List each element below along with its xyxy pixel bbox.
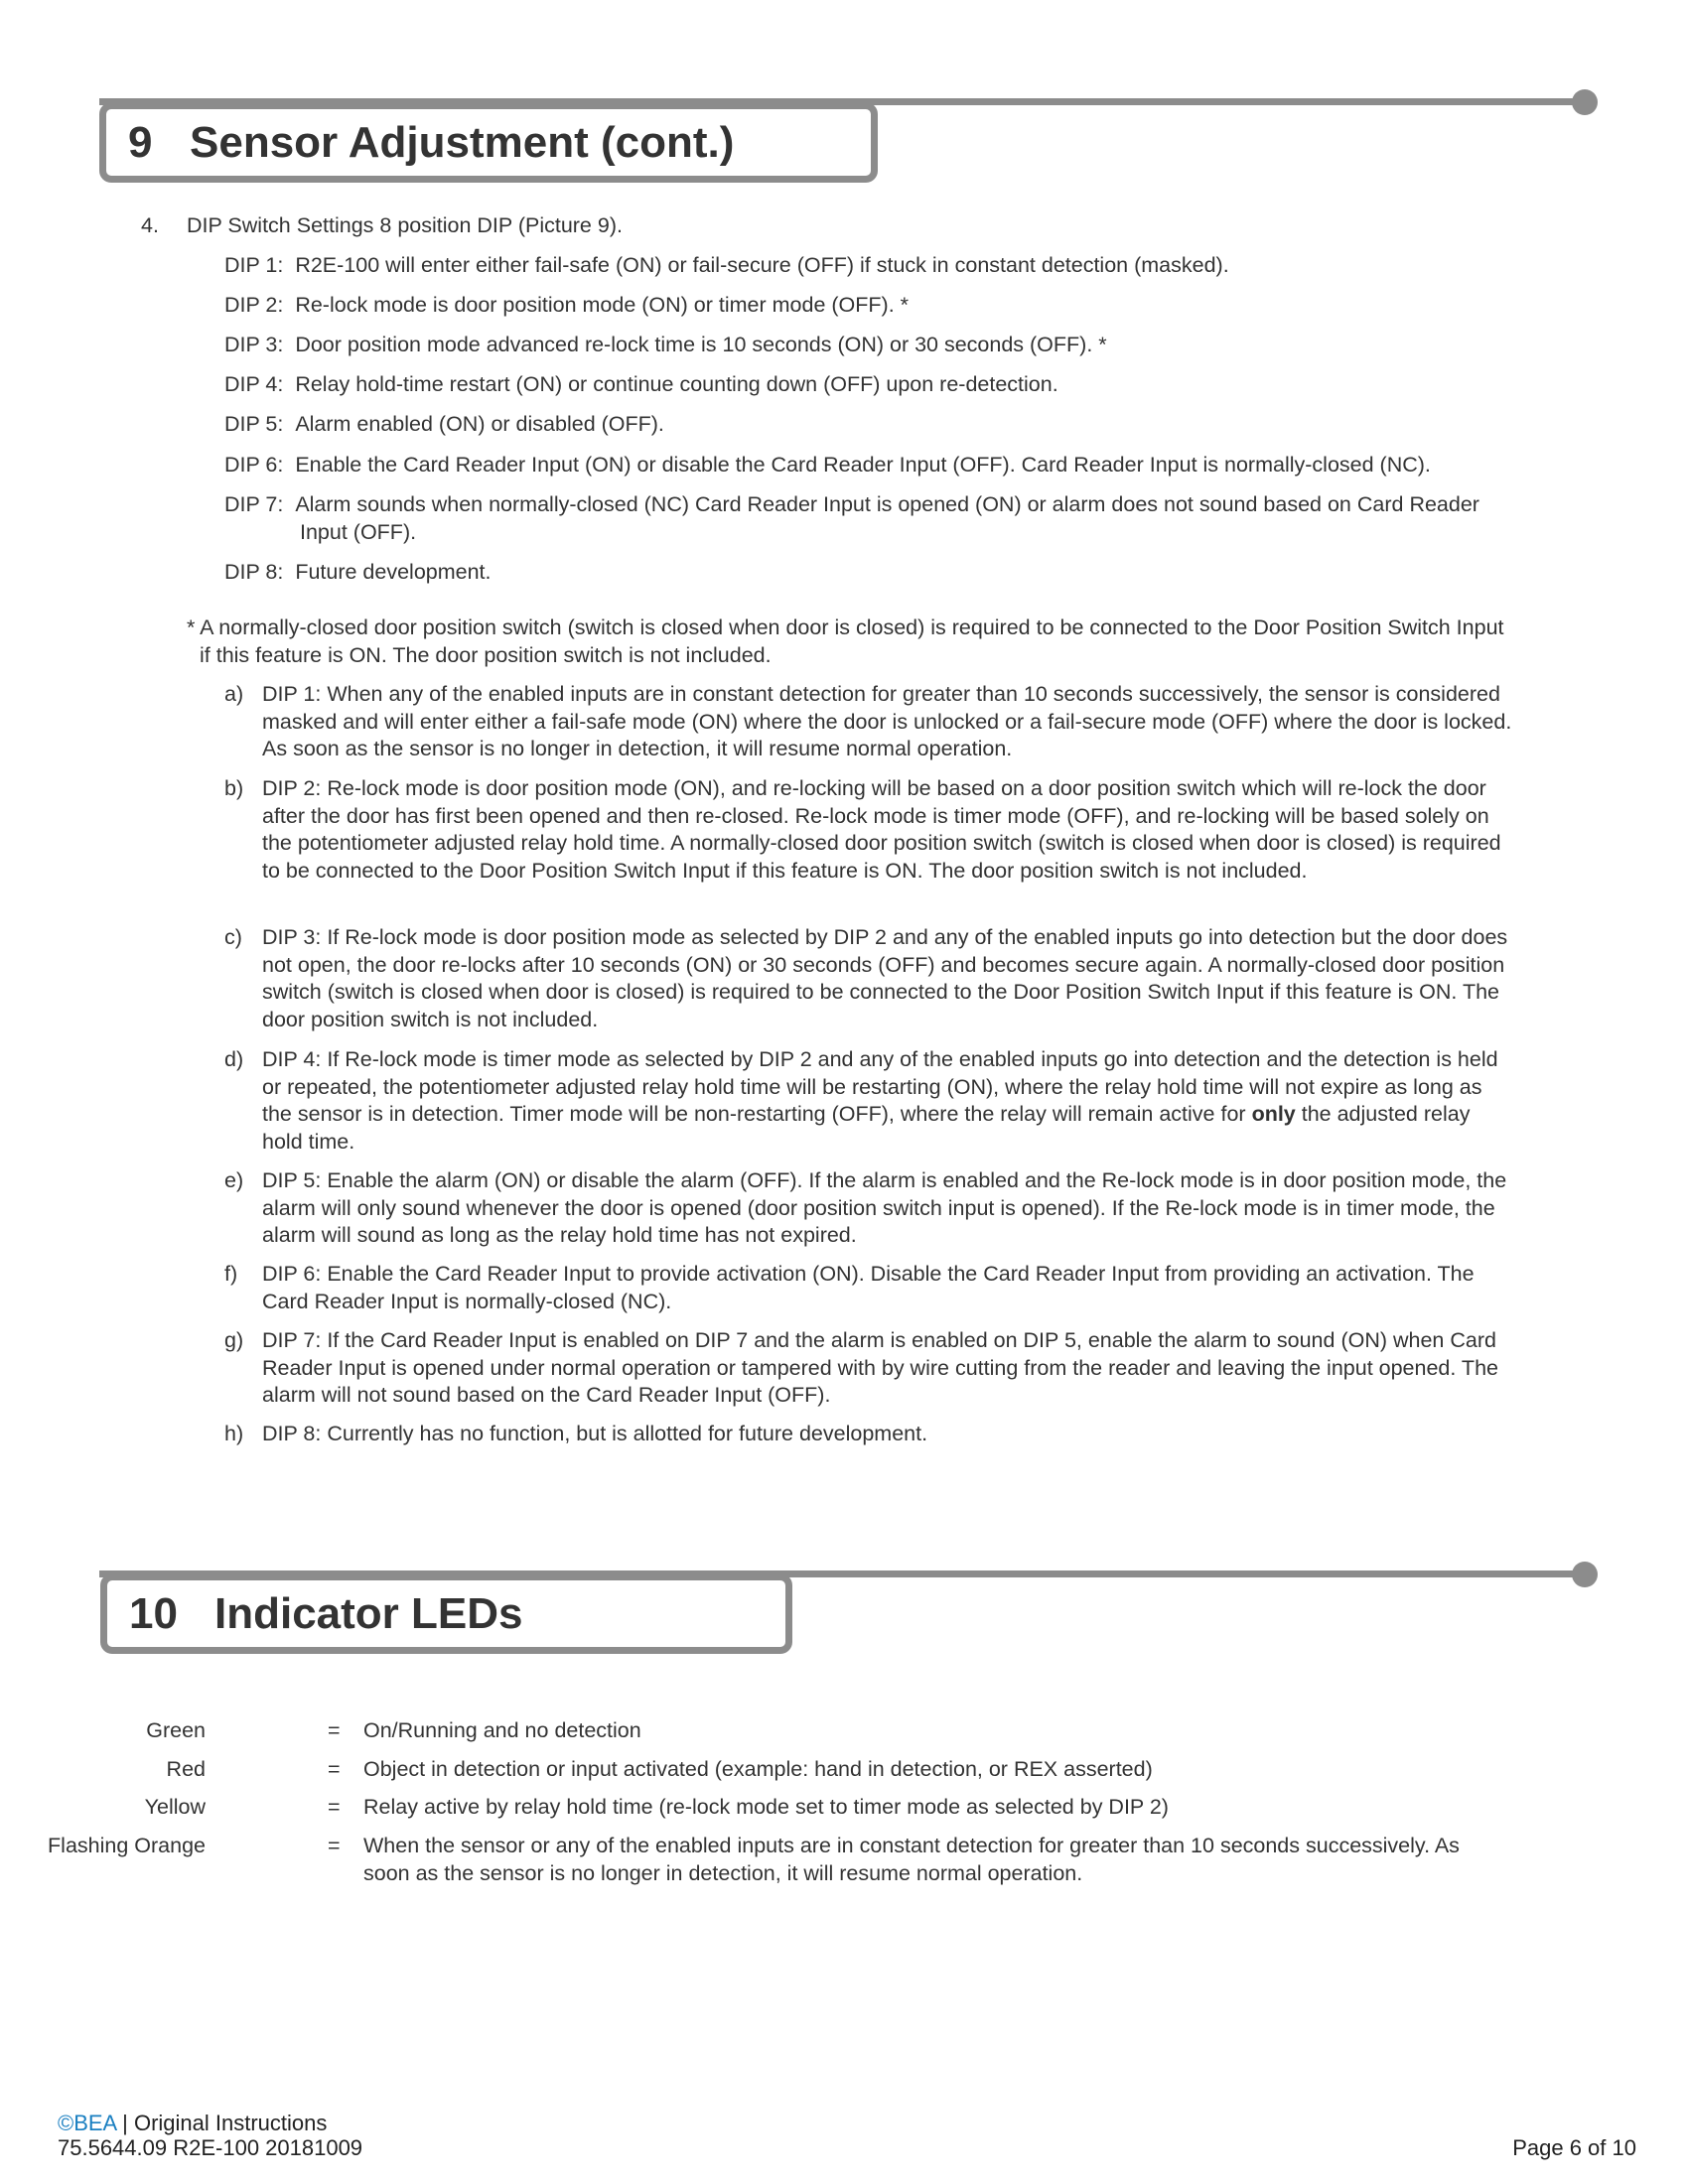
led-color: Green [146, 1718, 206, 1742]
dip-label: DIP 2: [224, 293, 284, 317]
footer-instructions: | Original Instructions [116, 2111, 328, 2135]
page-number: Page 6 of 10 [1512, 2135, 1636, 2160]
detail-label: b) [224, 776, 244, 800]
dip-text: Door position mode advanced re-lock time is 10 seconds (ON) or 30 seconds (OFF). * [295, 333, 1107, 356]
led-description: Relay active by relay hold time (re-lock mode set to timer mode as selected by DIP 2) [363, 1795, 1169, 1819]
section-title: Indicator LEDs [214, 1589, 523, 1638]
detail-label: h) [224, 1422, 244, 1445]
led-description: When the sensor or any of the enabled inputs are in constant detection for greater than 10 seconds successively. As soon as the sensor is no longer in detection, it will resume normal operation. [363, 1834, 1460, 1885]
dip-label: DIP 1: [224, 253, 284, 277]
intro-text: DIP Switch Settings 8 position DIP (Picture 9). [187, 213, 623, 237]
equals-sign: = [328, 1757, 341, 1781]
dip-label: DIP 6: [224, 453, 284, 477]
section-title: Sensor Adjustment (cont.) [190, 118, 735, 167]
list-number: 4. [141, 213, 159, 237]
detail-label: f) [224, 1262, 238, 1286]
footer-brand-line [58, 2111, 362, 2135]
detail-text-part: the adjusted relay hold time. [262, 1102, 1471, 1155]
detail-text: DIP 6: Enable the Card Reader Input to provide activation (ON). Disable the Card Reader Input from providing an activation. The Card Reader Input is normally-closed (NC). [262, 1262, 1475, 1313]
led-color: Flashing Orange [48, 1834, 206, 1857]
detail-text: DIP 1: When any of the enabled inputs are in constant detection for greater than 10 seconds successively, the sensor is considered masked and will enter either a fail-safe mode (ON) where the door is unlocked or a fail-secure mode (OFF) where the door is locked. As soon as the sensor is no longer in detection, it will resume normal operation. [262, 682, 1512, 761]
detail-text: DIP 7: If the Card Reader Input is enabled on DIP 7 and the alarm is enabled on DIP 5, enable the alarm to sound (ON) when Card Reader Input is opened under normal operation or tampered with by wire cutting from the reader and leaving the input opened. The alarm will not sound based on the Card Reader Input (OFF). [262, 1328, 1498, 1408]
dip-label: DIP 3: [224, 333, 284, 356]
dip-text: Future development. [295, 560, 492, 584]
dip-text: Re-lock mode is door position mode (ON) or timer mode (OFF). * [295, 293, 910, 317]
led-color: Red [166, 1757, 206, 1781]
section-number: 10 [129, 1589, 178, 1638]
brand-name: ©BEA [58, 2111, 117, 2135]
dip-label: DIP 8: [224, 560, 284, 584]
dip-text: Enable the Card Reader Input (ON) or disable the Card Reader Input (OFF). Card Reader Input is normally-closed (NC). [295, 453, 1431, 477]
dip-text: Alarm sounds when normally-closed (NC) Card Reader Input is opened (ON) or alarm does not sound based on Card Reader Input (OFF). [295, 492, 1479, 544]
led-description: On/Running and no detection [363, 1718, 641, 1742]
led-color: Yellow [144, 1795, 206, 1819]
dip-label: DIP 7: [224, 492, 284, 516]
detail-label: d) [224, 1047, 244, 1071]
led-description: Object in detection or input activated (example: hand in detection, or REX asserted) [363, 1757, 1153, 1781]
detail-text: DIP 8: Currently has no function, but is allotted for future development. [262, 1422, 928, 1445]
equals-sign: = [328, 1718, 341, 1742]
footnote: * A normally-closed door position switch (switch is closed when door is closed) is required to be connected to the Door Position Switch Input if this feature is ON. The door position switch is not included. [187, 615, 1504, 667]
detail-text: DIP 2: Re-lock mode is door position mode (ON), and re-locking will be based on a door position switch which will re-lock the door after the door has first been opened and then re-closed. Re-lock mode is timer mode (OFF), and re-locking will be based solely on the potentiometer adjusted relay hold time. A normally-closed door position switch (switch is closed when door is closed) is required to be connected to the Door Position Switch Input if this feature is ON. The door position switch is not included. [262, 776, 1501, 884]
dip-label: DIP 5: [224, 412, 284, 436]
doc-code: 75.5644.09 R2E-100 20181009 [58, 2135, 363, 2160]
detail-label: a) [224, 682, 244, 706]
detail-text: DIP 5: Enable the alarm (ON) or disable the alarm (OFF). If the alarm is enabled and the Re-lock mode is in door position mode, the alarm will only sound whenever the door is opened (door position switch input is opened). If the Re-lock mode is in timer mode, the alarm will sound as long as the relay hold time has not expired. [262, 1168, 1507, 1248]
detail-label: e) [224, 1168, 244, 1192]
detail-text-part: DIP 4: If Re-lock mode is timer mode as selected by DIP 2 and any of the enabled inputs go into detection and the detection is held or repeated, the potentiometer adjusted relay hold time will be restarting (ON), where the relay hold time will not expire as long as the sensor is in detection. Timer mode will be non-restarting (OFF), where the relay will remain active for [262, 1047, 1498, 1127]
dip-label: DIP 4: [224, 372, 284, 396]
dip-text: Relay hold-time restart (ON) or continue counting down (OFF) upon re-detection. [295, 372, 1058, 396]
footer-left [58, 2111, 362, 2160]
section-number: 9 [128, 118, 153, 167]
detail-label: c) [224, 925, 242, 949]
detail-label: g) [224, 1328, 244, 1352]
dip-text: R2E-100 will enter either fail-safe (ON) or fail-secure (OFF) if stuck in constant detection (masked). [295, 253, 1229, 277]
equals-sign: = [328, 1795, 341, 1819]
emphasis: only [1251, 1102, 1296, 1127]
dip-text: Alarm enabled (ON) or disabled (OFF). [295, 412, 664, 436]
detail-text: DIP 3: If Re-lock mode is door position mode as selected by DIP 2 and any of the enabled inputs go into detection but the door does not open, the door re-locks after 10 seconds (ON) or 30 seconds (OFF) and becomes secure again. A normally-closed door position switch (switch is closed when door is closed) is required to be connected to the Door Position Switch Input if this feature is ON. The door position switch is not included. [262, 925, 1508, 1032]
equals-sign: = [328, 1834, 341, 1857]
